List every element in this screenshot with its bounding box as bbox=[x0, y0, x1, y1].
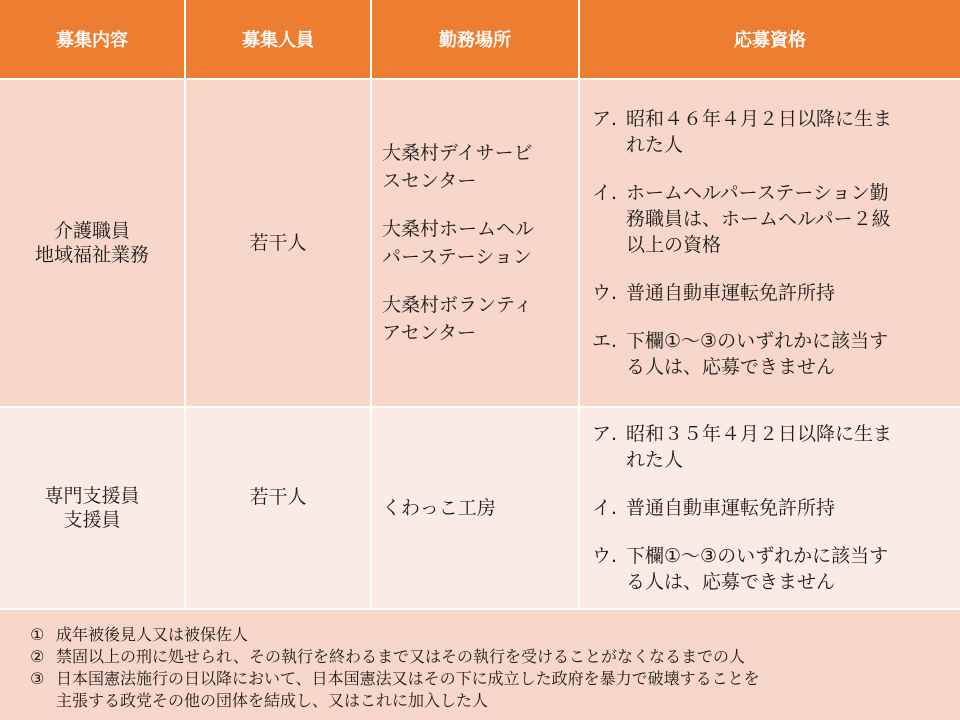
row1-job-line2: 地域福祉業務 bbox=[34, 244, 149, 266]
note-marker: ② bbox=[30, 647, 45, 666]
qual-marker: ウ. bbox=[592, 282, 618, 304]
note-marker: ③ bbox=[30, 669, 45, 688]
qual-marker: イ. bbox=[592, 182, 618, 204]
qual-marker: ウ. bbox=[592, 545, 618, 567]
qual-text: 下欄①～③のいずれかに該当す る人は、応募できません bbox=[626, 330, 889, 378]
row1-place-3: 大桑村ボランティ アセンター bbox=[382, 294, 533, 344]
qual-marker: イ. bbox=[592, 497, 618, 519]
row2-place-1: くわっこ工房 bbox=[382, 497, 496, 519]
row1-job-line1: 介護職員 bbox=[53, 220, 130, 242]
disqualification-notes bbox=[0, 610, 960, 720]
row1-place-2: 大桑村ホームヘル パーステーション bbox=[382, 218, 535, 268]
row2-qual-item bbox=[592, 543, 950, 595]
note-text: 禁固以上の刑に処せられ、その執行を終わるまで又はその執行を受けることがなくなるまでの人 bbox=[56, 647, 745, 666]
qual-text: 普通自動車運転免許所持 bbox=[626, 497, 836, 519]
qual-text: ホームヘルパーステーション勤 務職員は、ホームヘルパー２級 以上の資格 bbox=[626, 182, 891, 256]
qual-text: 下欄①～③のいずれかに該当す る人は、応募できません bbox=[626, 545, 889, 593]
row1-place-cell bbox=[372, 80, 580, 408]
header-job: 募集内容 bbox=[0, 0, 186, 80]
header-place: 勤務場所 bbox=[372, 0, 580, 80]
row2-job-line1: 専門支援員 bbox=[44, 485, 140, 507]
row2-place-cell bbox=[372, 408, 580, 610]
qual-text: 普通自動車運転免許所持 bbox=[626, 282, 836, 304]
row1-qual-item bbox=[592, 180, 950, 258]
note-text: 日本国憲法施行の日以降において、日本国憲法又はその下に成立した政府を暴力で破壊することを 主張する政党その他の団体を結成し、又はこれに加入した人 bbox=[56, 669, 760, 710]
note-item bbox=[30, 624, 960, 646]
qual-text: 昭和３５年４月２日以降に生ま れた人 bbox=[626, 423, 893, 471]
row2-job-line2: 支援員 bbox=[63, 509, 121, 531]
qual-marker: ア. bbox=[592, 423, 618, 445]
header-qualifications: 応募資格 bbox=[580, 0, 960, 80]
row1-qual-item bbox=[592, 280, 950, 306]
row1-place-1: 大桑村デイサービ スセンター bbox=[382, 142, 533, 192]
qual-marker: エ. bbox=[592, 330, 618, 352]
row2-count-cell bbox=[186, 408, 372, 610]
row1-job-cell bbox=[0, 80, 186, 408]
qual-text: 昭和４６年４月２日以降に生ま れた人 bbox=[626, 108, 893, 156]
qual-marker: ア. bbox=[592, 108, 618, 130]
row1-qualifications-cell bbox=[580, 80, 960, 408]
row1-count-cell bbox=[186, 80, 372, 408]
row2-job-cell bbox=[0, 408, 186, 610]
note-text: 成年被後見人又は被保佐人 bbox=[56, 625, 249, 644]
note-marker: ① bbox=[30, 625, 45, 644]
row2-qual-item bbox=[592, 495, 950, 521]
row2-qual-item bbox=[592, 421, 950, 473]
note-item bbox=[30, 646, 960, 668]
row1-count: 若干人 bbox=[249, 232, 307, 254]
row2-count: 若干人 bbox=[249, 486, 307, 508]
note-item bbox=[30, 668, 960, 712]
row1-qual-item bbox=[592, 328, 950, 380]
header-count: 募集人員 bbox=[186, 0, 372, 80]
row2-qualifications-cell bbox=[580, 408, 960, 610]
row1-qual-item bbox=[592, 106, 950, 158]
